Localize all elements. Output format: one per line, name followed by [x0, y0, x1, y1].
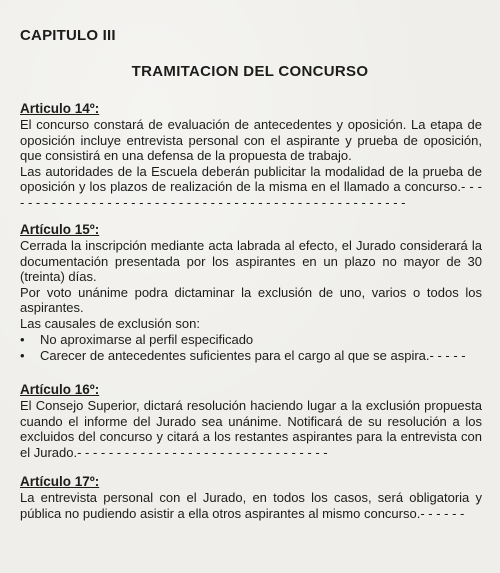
list-item	[20, 332, 482, 348]
list-item-text: No aproximarse al perfil especificado	[40, 331, 254, 347]
article-heading: Articulo 14º:	[20, 101, 100, 116]
article-heading: Artículo 17º:	[20, 474, 100, 489]
article-paragraph: Por voto unánime podra dictaminar la exclusión de uno, varios o todos los aspirantes.	[20, 284, 482, 316]
article-paragraph: El Consejo Superior, dictará resolución haciendo lugar a la exclusión propuesta cuando el informe del Jurado sea unánime. Notificará de su resolución a los excluidos del concurso y citará a los restantes aspirantes para la entrevista con el Jurado.- - - - - - - - - - - - - - - - - - - - - - - - - - - - - - - -	[20, 398, 482, 460]
article-paragraph: La entrevista personal con el Jurado, en todos los casos, será obligatoria y pública no pudiendo asistir a ella otros aspirantes al mismo concurso.- - - - - -	[20, 490, 482, 521]
list-item-text: Carecer de antecedentes suficientes para el cargo al que se aspira.- - - - -	[40, 347, 466, 363]
article-15	[20, 222, 482, 364]
section-title: TRAMITACION DEL CONCURSO	[131, 63, 369, 80]
article-17	[20, 474, 482, 521]
bullet-icon: •	[20, 347, 25, 363]
article-paragraph: Las causales de exclusión son:	[20, 315, 200, 331]
bullet-icon: •	[20, 331, 25, 347]
article-14	[20, 101, 482, 211]
article-paragraph: Las autoridades de la Escuela deberán publicitar la modalidad de la prueba de oposición y los plazos de realización de la misma en el llamado a concurso.- - - - - - - - - - - - - - - - - - - - - - - - - - - - - - - - - - - - - - - - - - - - - - - - - - - -	[20, 163, 482, 210]
exclusion-list	[20, 332, 482, 364]
article-heading: Artículo 15º:	[20, 222, 100, 237]
article-heading: Artículo 16º:	[20, 382, 100, 397]
article-paragraph: El concurso constará de evaluación de antecedentes y oposición. La etapa de oposición incluye entrevista personal con el aspirante y prueba de oposición, que consistirá en una defensa de la propuesta de trabajo.	[20, 117, 482, 164]
chapter-heading: CAPITULO III	[20, 27, 116, 44]
article-paragraph: Cerrada la inscripción mediante acta labrada al efecto, el Jurado considerará la documentación presentada por los aspirantes en un plazo no mayor de 30 (treinta) días.	[20, 238, 482, 285]
article-16	[20, 382, 482, 460]
list-item	[20, 348, 482, 364]
